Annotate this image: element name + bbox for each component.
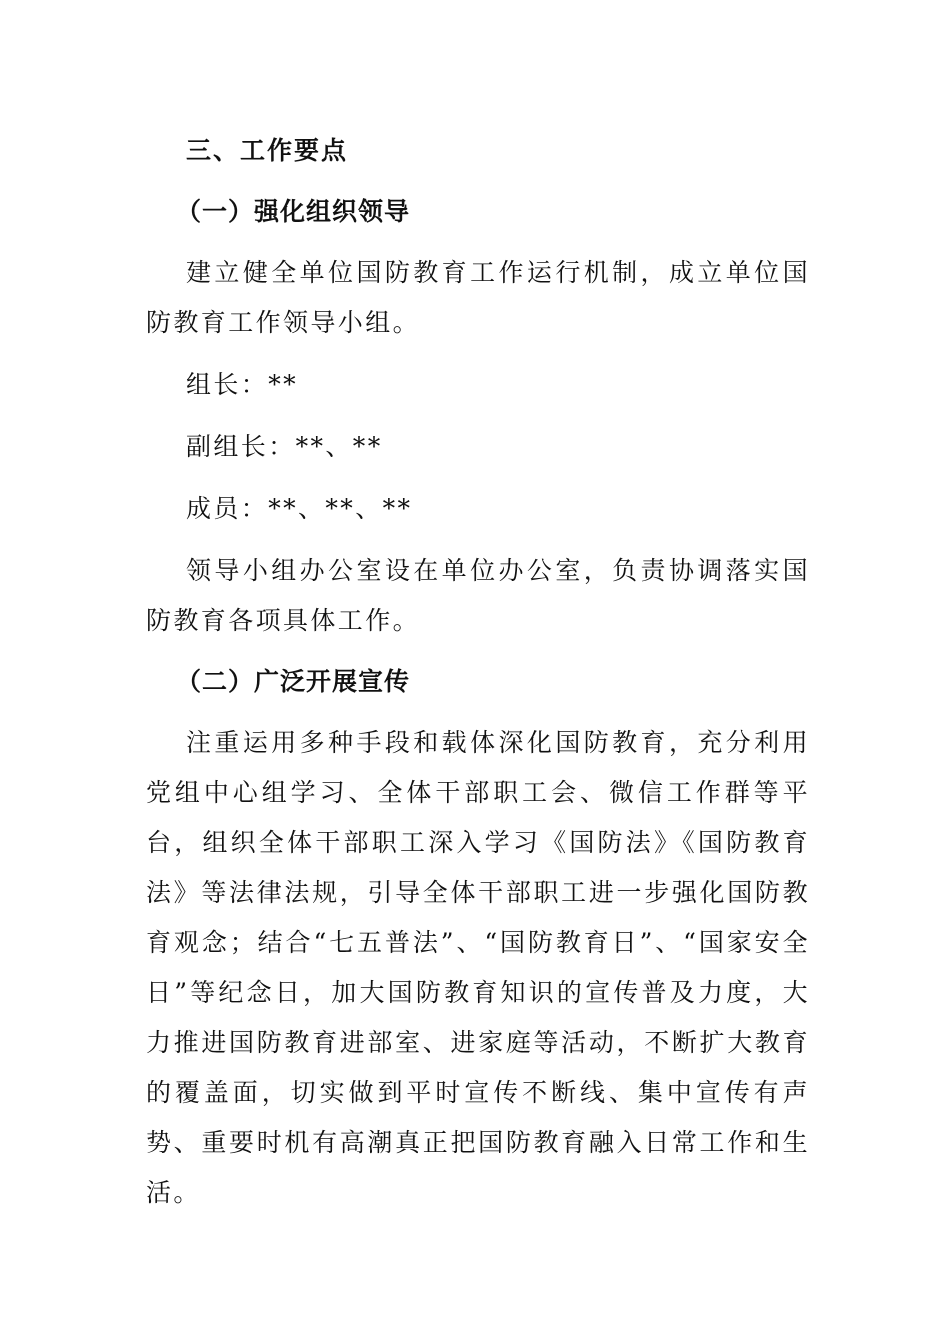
paragraph-mechanism: 建立健全单位国防教育工作运行机制，成立单位国防教育工作领导小组。 [146,258,810,337]
document-page [146,126,810,1218]
deputy-leader-line: 副组长：**、** [186,432,383,461]
members-line: 成员：**、**、** [186,494,413,523]
paragraph-office: 领导小组办公室设在单位办公室，负责协调落实国防教育各项具体工作。 [146,556,810,635]
leader-line: 组长：** [186,370,299,399]
subsection-heading-publicity: （二）广泛开展宣传 [176,667,411,696]
subsection-heading-organization: （一）强化组织领导 [176,197,411,226]
section-heading: 三、工作要点 [186,136,349,165]
paragraph-publicity: 注重运用多种手段和载体深化国防教育，充分利用党组中心组学习、全体干部职工会、微信工作群等平台，组织全体干部职工深入学习《国防法》《国防教育法》等法律法规，引导全体干部职工进一步强化国防教育观念；结合“七五普法”、“国防教育日”、“国家安全日”等纪念日，加大国防教育知识的宣传普及力度，大力推进国防教育进部室、进家庭等活动，不断扩大教育的覆盖面，切实做到平时宣传不断线、集中宣传有声势、重要时机有高潮真正把国防教育融入日常工作和生活。 [146,728,810,1207]
